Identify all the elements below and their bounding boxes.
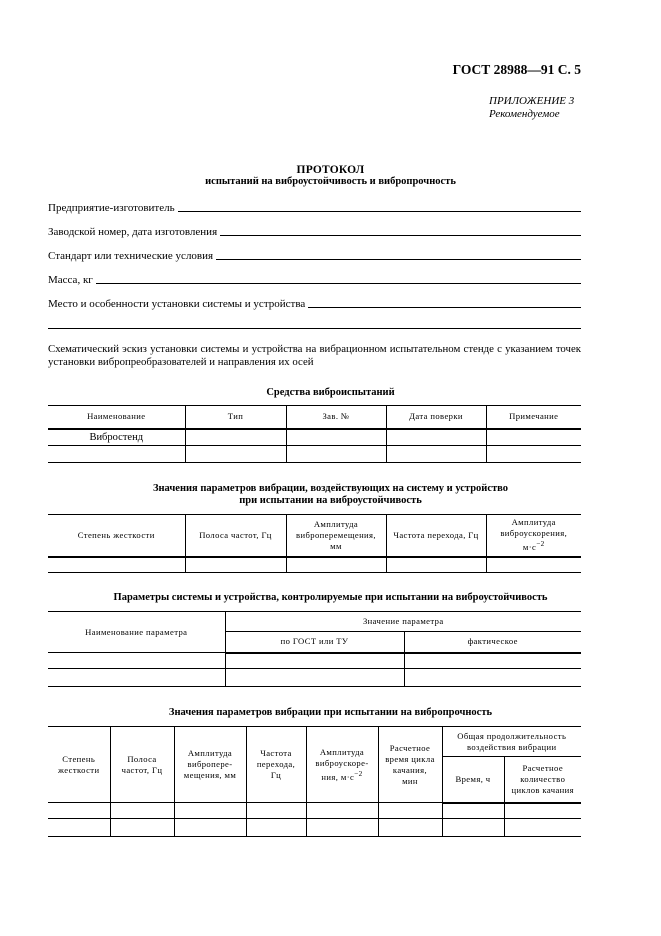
- table2-header-frequency: Полоса частот, Гц: [185, 515, 286, 557]
- manufacturer-field[interactable]: [48, 200, 581, 214]
- strength-vibration-table: [48, 726, 581, 837]
- header-line: количество: [520, 773, 566, 784]
- table-cell[interactable]: [286, 446, 386, 463]
- table-cell[interactable]: [48, 446, 185, 463]
- table-cell[interactable]: [286, 429, 386, 446]
- table-cell[interactable]: [442, 803, 504, 819]
- appendix-label: [489, 95, 574, 121]
- table4-header-displacement: [174, 727, 246, 803]
- header-line: частот, Гц: [121, 764, 163, 775]
- mass-field[interactable]: [48, 272, 581, 286]
- table-cell[interactable]: [185, 429, 286, 446]
- protocol-subtitle: испытаний на виброустойчивость и вибропрочность: [205, 176, 456, 187]
- standard-label: Стандарт или технические условия: [48, 250, 214, 262]
- header-line: виброускорения,: [500, 528, 568, 539]
- table-cell[interactable]: [110, 819, 174, 837]
- table-cell[interactable]: [110, 803, 174, 819]
- table3-header-row1: [48, 612, 581, 632]
- header-line: вибропере-: [187, 759, 233, 769]
- table1-cell-vibrostand: Вибростенд: [48, 429, 185, 446]
- table4-header-crossover: [246, 727, 306, 803]
- table-cell[interactable]: [486, 557, 581, 573]
- header-line: виброперемещения,: [296, 529, 376, 540]
- table-cell[interactable]: [504, 819, 581, 837]
- table-cell[interactable]: [386, 446, 486, 463]
- table3-header-standard: по ГОСТ или ТУ: [225, 632, 404, 653]
- table4-title: Значения параметров вибрации при испытании на вибропрочность: [168, 707, 493, 718]
- table-row: [48, 653, 581, 669]
- table-cell[interactable]: [486, 446, 581, 463]
- table2-header-severity: Степень жесткости: [48, 515, 185, 557]
- table1-header-serial: Зав. №: [286, 406, 386, 429]
- header-line: мещения, мм: [183, 770, 237, 780]
- table2-header-crossover: Частота перехода, Гц: [386, 515, 486, 557]
- table-cell[interactable]: [442, 819, 504, 837]
- table-cell[interactable]: [378, 819, 442, 837]
- table1-header-date: Дата поверки: [386, 406, 486, 429]
- appendix-status: Рекомендуемое: [489, 108, 560, 120]
- mass-label: Масса, кг: [48, 274, 93, 286]
- header-line: Амплитуда: [511, 517, 556, 528]
- header-line: перехода,: [256, 759, 296, 769]
- table-cell[interactable]: [174, 803, 246, 819]
- table-cell[interactable]: [286, 557, 386, 573]
- header-line: время цикла: [385, 753, 435, 764]
- table1-header-row: [48, 406, 581, 429]
- standard-field[interactable]: [48, 248, 581, 262]
- table4-header-severity: [48, 727, 110, 803]
- table4-header-acceleration: [306, 727, 378, 803]
- table3-header-param-name: Наименование параметра: [48, 612, 225, 653]
- controlled-parameters-table: [48, 611, 581, 687]
- table-row: [48, 803, 581, 819]
- table-row: [48, 429, 581, 446]
- table-cell[interactable]: [386, 557, 486, 573]
- table2-header-acceleration: [486, 515, 581, 557]
- header-line: мин: [402, 775, 418, 786]
- table3-header-actual: фактическое: [404, 632, 581, 653]
- header-line: Гц: [270, 770, 282, 780]
- header-line: воздействия вибрации: [466, 741, 557, 752]
- table4-header-row1: [48, 727, 581, 757]
- unit-text: м·с: [522, 542, 537, 553]
- sketch-instruction: Схематический эскиз установки системы и устройства на вибрационном испытательном стенде с указанием точек установки вибропреобразователей и направления их осей: [48, 343, 581, 368]
- table-row: [48, 669, 581, 687]
- mounting-label: Место и особенности установки системы и устройства: [48, 298, 306, 310]
- mounting-field[interactable]: [48, 296, 581, 310]
- header-line: Общая продолжительность: [457, 730, 567, 741]
- header-line: качания,: [392, 764, 428, 775]
- serial-label: Заводской номер, дата изготовления: [48, 226, 218, 238]
- table-cell[interactable]: [306, 819, 378, 837]
- standard-line[interactable]: [216, 249, 581, 260]
- appendix-number: ПРИЛОЖЕНИЕ 3: [489, 95, 575, 107]
- table-row: [48, 446, 581, 463]
- table1-header-name: Наименование: [48, 406, 185, 429]
- table-cell[interactable]: [225, 669, 404, 687]
- serial-line[interactable]: [220, 225, 581, 236]
- table-row: [48, 819, 581, 837]
- table-cell[interactable]: [404, 653, 581, 669]
- table-cell[interactable]: [306, 803, 378, 819]
- table4-header-total-duration: [442, 727, 581, 757]
- mounting-line[interactable]: [308, 297, 581, 308]
- mass-line[interactable]: [96, 273, 581, 284]
- table4-header-cycle-time: [378, 727, 442, 803]
- table-cell[interactable]: [185, 557, 286, 573]
- header-line: Частота: [260, 748, 292, 758]
- header-line: Расчетное: [522, 762, 564, 773]
- header-line: Амплитуда: [319, 746, 365, 757]
- unit-exponent: −2: [354, 769, 363, 778]
- unit-exponent: −2: [536, 540, 545, 549]
- header-line: Амплитуда: [313, 518, 359, 529]
- table-row: [48, 557, 581, 573]
- table1-title: Средства виброиспытаний: [266, 387, 395, 398]
- header-line: Степень: [62, 753, 96, 764]
- table-cell[interactable]: [174, 819, 246, 837]
- table2-header-row: [48, 515, 581, 557]
- unit-text: ния, м·с: [321, 771, 355, 782]
- table2-header-displacement: [286, 515, 386, 557]
- header-line: циклов качания: [511, 784, 575, 795]
- document-code: ГОСТ 28988—91 С. 5: [452, 62, 581, 77]
- table1-header-type: Тип: [185, 406, 286, 429]
- table2-title-line1: Значения параметров вибрации, воздействующих на систему и устройство: [152, 483, 509, 494]
- table-cell[interactable]: [386, 429, 486, 446]
- header-line: Полоса: [127, 753, 157, 764]
- table2-title: [0, 483, 661, 507]
- table-cell[interactable]: [404, 669, 581, 687]
- table-cell[interactable]: [225, 653, 404, 669]
- table-cell[interactable]: [48, 557, 185, 573]
- table2-title-line2: при испытании на виброустойчивость: [239, 495, 422, 506]
- test-equipment-table: [48, 405, 581, 463]
- table4-header-cycles: [504, 757, 581, 803]
- table-cell[interactable]: [246, 819, 306, 837]
- table4-header-frequency: [110, 727, 174, 803]
- manufacturer-label: Предприятие-изготовитель: [48, 202, 175, 214]
- header-line: [489, 539, 580, 553]
- table-cell[interactable]: [48, 803, 110, 819]
- serial-field[interactable]: [48, 224, 581, 238]
- header-line: мм: [330, 540, 342, 551]
- table3-header-value: Значение параметра: [225, 612, 581, 632]
- table-cell[interactable]: [48, 669, 225, 687]
- table-cell[interactable]: [185, 446, 286, 463]
- table-cell[interactable]: [48, 653, 225, 669]
- header-line: Амплитуда: [187, 748, 233, 758]
- table-cell[interactable]: [48, 819, 110, 837]
- stability-vibration-table: [48, 514, 581, 573]
- table-cell[interactable]: [486, 429, 581, 446]
- header-line: виброускоре-: [315, 757, 369, 768]
- table-cell[interactable]: [246, 803, 306, 819]
- header-line: жесткости: [58, 764, 100, 775]
- protocol-title: ПРОТОКОЛ: [296, 164, 365, 176]
- manufacturer-line[interactable]: [178, 201, 581, 212]
- header-line: [309, 769, 376, 783]
- table-cell[interactable]: [504, 803, 581, 819]
- table4-header-time: Время, ч: [442, 757, 504, 803]
- table1-header-note: Примечание: [486, 406, 581, 429]
- header-line: Расчетное: [389, 742, 431, 753]
- mounting-extra-line[interactable]: [48, 328, 581, 329]
- table3-title: Параметры системы и устройства, контролируемые при испытании на виброустойчивость: [113, 592, 548, 603]
- table-cell[interactable]: [378, 803, 442, 819]
